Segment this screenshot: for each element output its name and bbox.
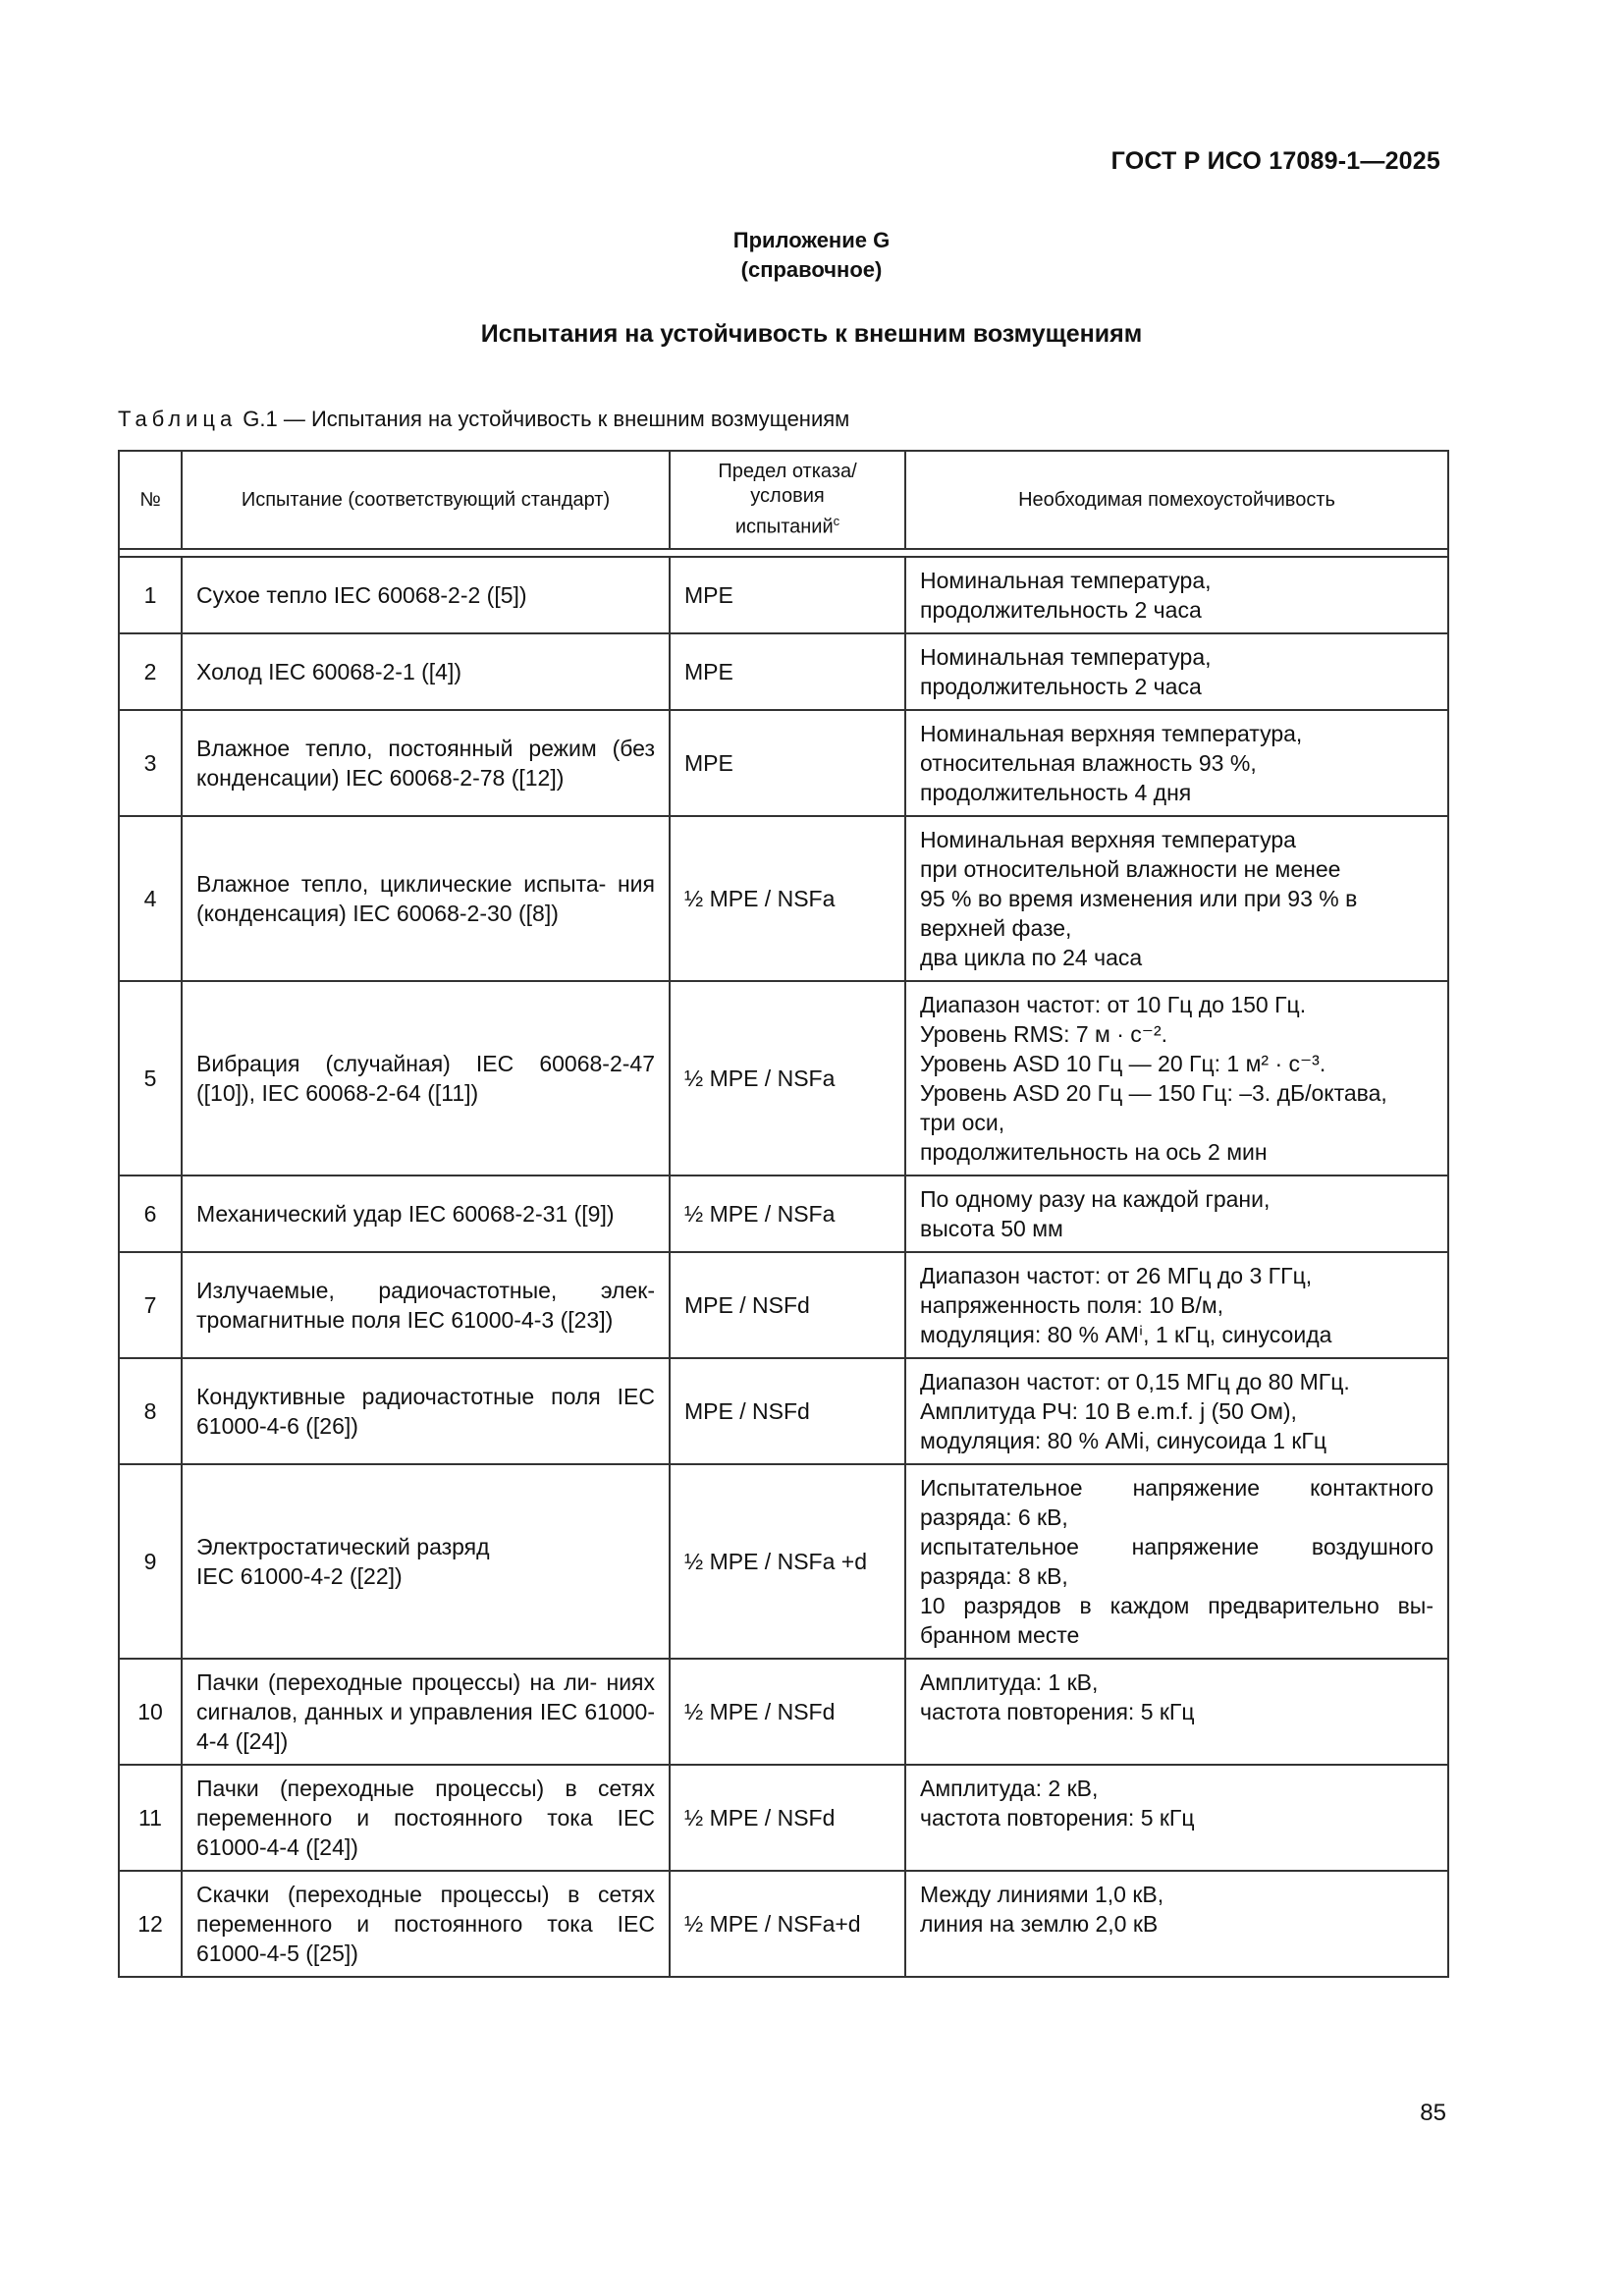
header-num: № — [119, 451, 182, 549]
row-limit: MPE — [670, 557, 905, 633]
immunity-line: Амплитуда: 1 кВ, — [920, 1669, 1099, 1695]
header-limit-line: Предел отказа/ — [718, 461, 857, 483]
row-number: 2 — [119, 633, 182, 710]
document-code: ГОСТ Р ИСО 17089-1—2025 — [1110, 147, 1440, 175]
row-limit: ½ MPE / NSFa+d — [670, 1871, 905, 1977]
section-title: Испытания на устойчивость к внешним возмущениям — [480, 320, 1143, 348]
immunity-line: два цикла по 24 часа — [920, 945, 1143, 970]
row-limit: ½ MPE / NSFd — [670, 1765, 905, 1871]
row-test: Вибрация (случайная) IEC 60068-2-47 ([10]), IEC 60068-2-64 ([11]) — [182, 981, 670, 1175]
row-limit: ½ MPE / NSFd — [670, 1659, 905, 1765]
immunity-line: линия на землю 2,0 кВ — [920, 1911, 1159, 1937]
row-limit: ½ MPE / NSFa — [670, 816, 905, 981]
immunity-line: частота повторения: 5 кГц — [920, 1805, 1195, 1831]
row-test: Пачки (переходные процессы) в сетях переменного и постоянного тока IEC 61000-4-4 ([24]) — [182, 1765, 670, 1871]
row-number: 3 — [119, 710, 182, 816]
row-test: Сухое тепло IEC 60068-2-2 ([5]) — [182, 557, 670, 633]
row-number: 9 — [119, 1464, 182, 1659]
immunity-line: Номинальная верхняя температура, — [920, 721, 1303, 746]
row-number: 7 — [119, 1252, 182, 1358]
immunity-line: Испытательное напряжение контактного разряда: 6 кВ, — [920, 1475, 1434, 1530]
immunity-line: три оси, — [920, 1110, 1005, 1135]
immunity-line: продолжительность на ось 2 мин — [920, 1139, 1268, 1165]
row-limit: ½ MPE / NSFa — [670, 981, 905, 1175]
immunity-line: относительная влажность 93 %, — [920, 750, 1257, 776]
row-limit: MPE / NSFd — [670, 1252, 905, 1358]
immunity-line: Амплитуда: 2 кВ, — [920, 1776, 1099, 1801]
row-number: 11 — [119, 1765, 182, 1871]
table-caption-text: G.1 — Испытания на устойчивость к внешним возмущениям — [243, 407, 850, 431]
header-immunity: Необходимая помехоустойчивость — [905, 451, 1448, 549]
immunity-line: Между линиями 1,0 кВ, — [920, 1882, 1164, 1907]
row-immunity — [905, 1871, 1448, 1977]
immunity-line: Амплитуда РЧ: 10 В e.m.f. j (50 Ом), — [920, 1398, 1297, 1424]
table-header-row — [119, 451, 1448, 549]
row-number: 6 — [119, 1175, 182, 1252]
header-limit — [670, 451, 905, 549]
row-immunity — [905, 1464, 1448, 1659]
page-number: 85 — [1420, 2100, 1446, 2126]
row-immunity — [905, 710, 1448, 816]
row-immunity — [905, 816, 1448, 981]
row-number: 5 — [119, 981, 182, 1175]
table-row — [119, 981, 1448, 1175]
row-test: Скачки (переходные процессы) в сетях переменного и постоянного тока IEC 61000-4-5 ([25]) — [182, 1871, 670, 1977]
row-test: Электростатический разряд IEC 61000-4-2 ([22]) — [182, 1464, 670, 1659]
table-row — [119, 1765, 1448, 1871]
appendix-heading — [0, 226, 1623, 285]
immunity-line: Диапазон частот: от 10 Гц до 150 Гц. — [920, 992, 1307, 1017]
row-test: Пачки (переходные процессы) на ли- ниях сигналов, данных и управления IEC 61000-4-4 ([24]) — [182, 1659, 670, 1765]
immunity-line: Номинальная верхняя температура — [920, 827, 1296, 852]
row-immunity — [905, 557, 1448, 633]
immunity-line: высота 50 мм — [920, 1216, 1063, 1241]
table-row — [119, 1252, 1448, 1358]
row-immunity — [905, 1252, 1448, 1358]
immunity-line: модуляция: 80 % AMi, синусоида 1 кГц — [920, 1428, 1327, 1453]
table-row — [119, 557, 1448, 633]
row-number: 8 — [119, 1358, 182, 1464]
row-limit: MPE — [670, 710, 905, 816]
immunity-line: Номинальная температура, — [920, 568, 1212, 593]
immunity-line: 10 разрядов в каждом предварительно вы- бранном месте — [920, 1593, 1434, 1648]
row-test: Влажное тепло, постоянный режим (без конденсации) IEC 60068-2-78 ([12]) — [182, 710, 670, 816]
immunity-line: продолжительность 2 часа — [920, 597, 1202, 623]
row-limit: ½ MPE / NSFa +d — [670, 1464, 905, 1659]
table-row — [119, 1871, 1448, 1977]
table-row — [119, 710, 1448, 816]
immunity-line: Уровень ASD 20 Гц — 150 Гц: –3. дБ/октава, — [920, 1080, 1387, 1106]
row-limit: MPE / NSFd — [670, 1358, 905, 1464]
row-number: 12 — [119, 1871, 182, 1977]
header-limit-line: испытаний$^c$ — [734, 514, 840, 538]
header-gap — [119, 549, 1448, 557]
table-row — [119, 1175, 1448, 1252]
immunity-tests-table — [118, 450, 1449, 1978]
header-test: Испытание (соответствующий стандарт) — [182, 451, 670, 549]
header-limit-line: условия — [750, 485, 825, 508]
row-immunity — [905, 1659, 1448, 1765]
appendix-subtitle: (справочное) — [740, 257, 883, 282]
table-row — [119, 1358, 1448, 1464]
row-immunity — [905, 1175, 1448, 1252]
immunity-line: Уровень ASD 10 Гц — 20 Гц: 1 м² · с⁻³. — [920, 1051, 1326, 1076]
immunity-line: модуляция: 80 % AMⁱ, 1 кГц, синусоида — [920, 1322, 1332, 1347]
immunity-line: верхней фазе, — [920, 915, 1072, 941]
row-immunity — [905, 1765, 1448, 1871]
table-row — [119, 1464, 1448, 1659]
immunity-line: Уровень RMS: 7 м · с⁻². — [920, 1021, 1168, 1047]
immunity-line: напряженность поля: 10 В/м, — [920, 1292, 1224, 1318]
immunity-line: продолжительность 2 часа — [920, 674, 1202, 699]
immunity-line: при относительной влажности не менее — [920, 856, 1341, 882]
row-immunity — [905, 633, 1448, 710]
row-test: Излучаемые, радиочастотные, элек- тромагнитные поля IEC 61000-4-3 ([23]) — [182, 1252, 670, 1358]
row-immunity — [905, 1358, 1448, 1464]
table-row — [119, 1659, 1448, 1765]
immunity-line: Диапазон частот: от 0,15 МГц до 80 МГц. — [920, 1369, 1350, 1394]
row-test: Влажное тепло, циклические испыта- ния (конденсация) IEC 60068-2-30 ([8]) — [182, 816, 670, 981]
table-caption-prefix: Таблица — [118, 407, 238, 431]
immunity-line: продолжительность 4 дня — [920, 780, 1192, 805]
row-limit: MPE — [670, 633, 905, 710]
immunity-line: Диапазон частот: от 26 МГц до 3 ГГц, — [920, 1263, 1313, 1288]
table-caption — [118, 407, 849, 432]
row-number: 1 — [119, 557, 182, 633]
row-test: Механический удар IEC 60068-2-31 ([9]) — [182, 1175, 670, 1252]
appendix-title: Приложение G — [732, 228, 891, 252]
row-test: Холод IEC 60068-2-1 ([4]) — [182, 633, 670, 710]
immunity-line: частота повторения: 5 кГц — [920, 1699, 1195, 1724]
header-limit-footnote: c — [833, 514, 840, 529]
row-number: 4 — [119, 816, 182, 981]
immunity-line: Номинальная температура, — [920, 644, 1212, 670]
row-limit: ½ MPE / NSFa — [670, 1175, 905, 1252]
row-immunity — [905, 981, 1448, 1175]
immunity-line: По одному разу на каждой грани, — [920, 1186, 1271, 1212]
row-test: Кондуктивные радиочастотные поля IEC 61000-4-6 ([26]) — [182, 1358, 670, 1464]
immunity-line: испытательное напряжение воздушного разряда: 8 кВ, — [920, 1534, 1434, 1589]
immunity-line: 95 % во время изменения или при 93 % в — [920, 886, 1358, 911]
table-row — [119, 816, 1448, 981]
row-number: 10 — [119, 1659, 182, 1765]
table-row — [119, 633, 1448, 710]
